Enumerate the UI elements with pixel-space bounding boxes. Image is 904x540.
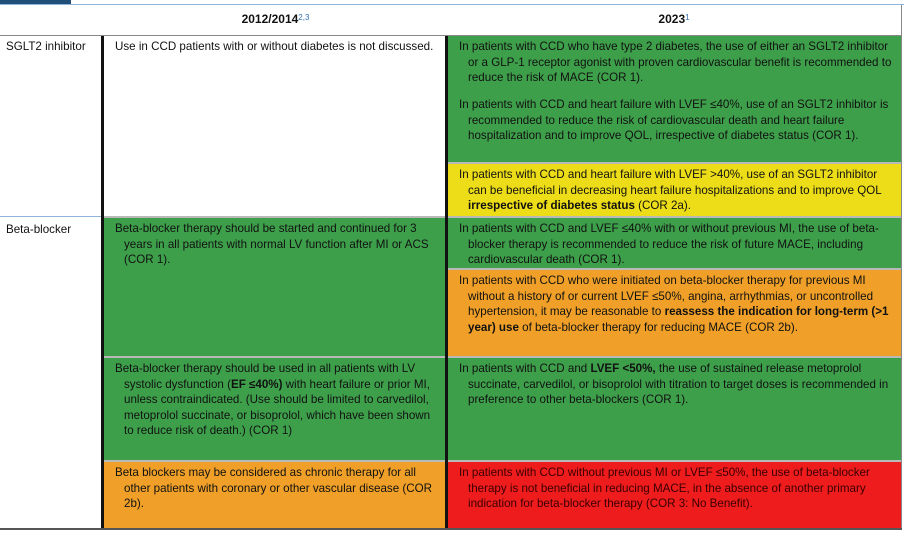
cell-sglt2-2023-hf-preserved — [448, 164, 902, 216]
cell-text: In patients with CCD who have type 2 diabetes, the use of either an SGLT2 inhibitor or a GLP-1 receptor agonist with proven cardiovascular benefit is recommended to reduce the risk of MACE (COR 1). — [459, 40, 892, 85]
column-header-2012-2014 — [104, 12, 447, 28]
cell-text: In patients with CCD and heart failure with LVEF >40%, use of an SGLT2 inhibitor can be beneficial in decreasing heart failure hospitalizations and to improve QOL irrespective of diabetes status (COR 2a). — [459, 168, 882, 213]
table-right-border — [901, 5, 902, 528]
cell-text: Beta-blocker therapy should be used in all patients with LV systolic dysfunction (EF ≤40%) with heart failure or prior MI, unless contraindicated. (Use should be limited to carvedilol, metoprolol succinate, or bisoprolol, which have been shown to reduce risk of death.) (COR 1) — [115, 362, 431, 438]
column-header-2023-text: 2023 — [658, 12, 686, 26]
cell-text: In patients with CCD and LVEF ≤40% with or without previous MI, the use of beta-blocker therapy is recommended to reduce the risk of future MACE, including cardiovascular death (COR 1). — [459, 222, 879, 267]
cell-sglt2-2023-hf-reduced — [448, 92, 902, 162]
cell-sglt2-2012 — [104, 36, 445, 216]
cell-beta-2023-lvef50 — [448, 358, 902, 460]
cell-text: In patients with CCD without previous MI or LVEF ≤50%, the use of beta-blocker therapy is not beneficial in reducing MACE, in the absence of another primary indication for beta-blocker therapy (COR 3: No Benefit). — [459, 466, 870, 511]
cell-beta-2023-reassess — [448, 270, 902, 356]
cell-text: Beta-blocker therapy should be started and continued for 3 years in all patients with normal LV function after MI or ACS (COR 1). — [115, 222, 429, 267]
column-header-2023 — [447, 12, 901, 28]
column-divider-middle — [445, 36, 448, 528]
cell-text: In patients with CCD and LVEF <50%, the use of sustained release metoprolol succinate, carvedilol, or bisoprolol with titration to target doses is recommended in preference to other beta-blockers (COR 1). — [459, 362, 889, 407]
cell-beta-2012-normal-lv — [104, 218, 445, 356]
cell-text: In patients with CCD and heart failure with LVEF ≤40%, use of an SGLT2 inhibitor is recommended to reduce the risk of cardiovascular death and heart failure hospitalization and to improve QOL, irrespective of diabetes status (COR 1). — [459, 98, 889, 143]
row-label-sglt2-inhibitor: SGLT2 inhibitor — [6, 40, 86, 53]
row-separator — [0, 216, 104, 217]
reference-superscript[interactable]: 1 — [685, 13, 690, 22]
column-header-2012-text: 2012/2014 — [241, 12, 299, 26]
cell-text: Use in CCD patients with or without diabetes is not discussed. — [115, 40, 434, 53]
cell-beta-2012-other — [104, 462, 445, 528]
row-label-beta-blocker: Beta-blocker — [6, 223, 72, 236]
table-bottom-border — [0, 528, 902, 530]
cell-beta-2012-lv-dysfunction — [104, 358, 445, 460]
cell-beta-2023-lvef40 — [448, 218, 902, 268]
top-rule — [0, 4, 904, 5]
reference-superscript[interactable]: 2,3 — [298, 13, 310, 22]
cell-sglt2-2023-diabetes — [448, 36, 902, 92]
cell-beta-2023-no-benefit — [448, 462, 902, 528]
cell-text: Beta blockers may be considered as chronic therapy for all other patients with coronary or other vascular disease (COR 2b). — [115, 466, 433, 511]
cell-text: In patients with CCD who were initiated on beta-blocker therapy for previous MI without a history of or current LVEF ≤50%, angina, arrhythmias, or uncontrolled hypertension, it may be reasonable to reassess the indication for long-term (>1 year) use of beta-blocker therapy for reducing MACE (COR 2b). — [459, 274, 889, 334]
column-divider-left — [101, 36, 104, 528]
